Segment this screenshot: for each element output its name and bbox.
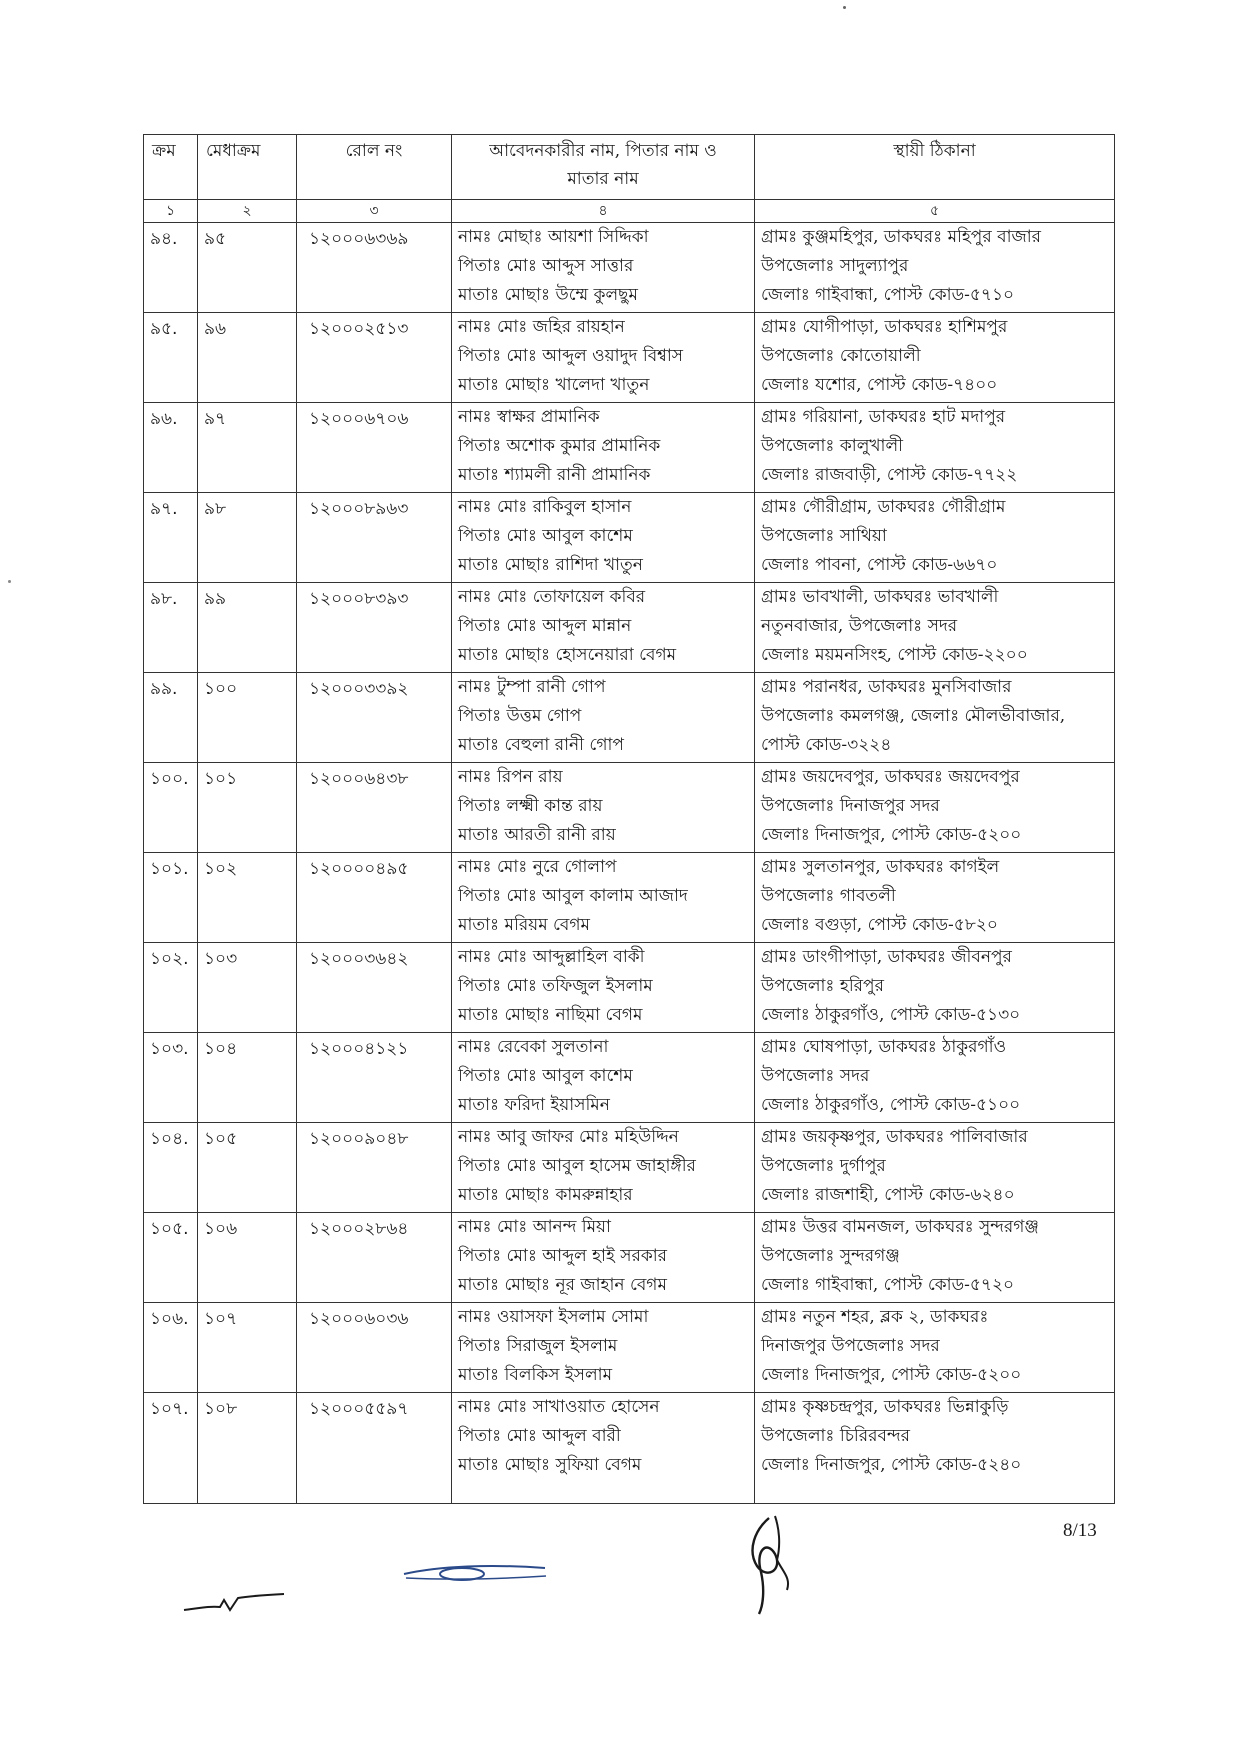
scan-speck bbox=[843, 6, 846, 9]
address-cell bbox=[755, 583, 1115, 673]
address-line: উপজেলাঃ সদর bbox=[761, 1066, 870, 1086]
serial-cell: ৯৫. bbox=[144, 313, 198, 403]
roll-cell: ১২০০০২৮৬৪ bbox=[297, 1213, 452, 1303]
address-line: গ্রামঃ ঘোষপাড়া, ডাকঘরঃ ঠাকুরগাঁও bbox=[761, 1037, 1007, 1057]
merit-cell: ১০০ bbox=[198, 673, 297, 763]
address-line: উপজেলাঃ কালুখালী bbox=[761, 436, 904, 456]
applicant-cell bbox=[452, 1123, 755, 1213]
mother-name: মাতাঃ মোছাঃ নাছিমা বেগম bbox=[458, 1005, 643, 1025]
mother-name: মাতাঃ মোছাঃ হোসনেয়ারা বেগম bbox=[458, 645, 677, 665]
roll-cell: ১২০০০৫৫৯৭ bbox=[297, 1393, 452, 1504]
column-number: ১ bbox=[144, 200, 198, 223]
address-line: গ্রামঃ যোগীপাড়া, ডাকঘরঃ হাশিমপুর bbox=[761, 317, 1008, 337]
address-line: জেলাঃ ঠাকুরগাঁও, পোস্ট কোড-৫১০০ bbox=[761, 1095, 1021, 1115]
father-name: পিতাঃ অশোক কুমার প্রামানিক bbox=[458, 436, 661, 456]
address-cell bbox=[755, 943, 1115, 1033]
address-line: উপজেলাঃ দিনাজপুর সদর bbox=[761, 796, 940, 816]
roll-cell: ১২০০০৪১২১ bbox=[297, 1033, 452, 1123]
merit-cell: ১০১ bbox=[198, 763, 297, 853]
table-header-row bbox=[144, 135, 1115, 200]
father-name: পিতাঃ উত্তম গোপ bbox=[458, 706, 582, 726]
applicant-cell bbox=[452, 583, 755, 673]
roll-cell: ১২০০০৩৩৯২ bbox=[297, 673, 452, 763]
address-line: জেলাঃ যশোর, পোস্ট কোড-৭৪০০ bbox=[761, 375, 998, 395]
address-line: গ্রামঃ গৌরীগ্রাম, ডাকঘরঃ গৌরীগ্রাম bbox=[761, 497, 1006, 517]
table-row bbox=[144, 1393, 1115, 1504]
address-line: জেলাঃ দিনাজপুর, পোস্ট কোড-৫২০০ bbox=[761, 1365, 1022, 1385]
serial-cell: ১০১. bbox=[144, 853, 198, 943]
address-line: উপজেলাঃ গাবতলী bbox=[761, 886, 896, 906]
table-row bbox=[144, 853, 1115, 943]
table-row bbox=[144, 763, 1115, 853]
mother-name: মাতাঃ বেহুলা রানী গোপ bbox=[458, 735, 624, 755]
father-name: পিতাঃ মোঃ আব্দুস সাত্তার bbox=[458, 256, 634, 276]
father-name: পিতাঃ মোঃ আব্দুল ওয়াদুদ বিশ্বাস bbox=[458, 346, 684, 366]
header-applicant bbox=[452, 135, 755, 200]
address-line: উপজেলাঃ সাদুল্যাপুর bbox=[761, 256, 909, 276]
father-name: পিতাঃ মোঃ আব্দুল বারী bbox=[458, 1426, 621, 1446]
applicant-cell bbox=[452, 943, 755, 1033]
roll-cell: ১২০০০৬৩৬৯ bbox=[297, 223, 452, 313]
address-line: গ্রামঃ ডাংগীপাড়া, ডাকঘরঃ জীবনপুর bbox=[761, 947, 1012, 967]
address-cell bbox=[755, 853, 1115, 943]
serial-cell: ৯৪. bbox=[144, 223, 198, 313]
merit-cell: ৯৬ bbox=[198, 313, 297, 403]
applicant-cell bbox=[452, 223, 755, 313]
mother-name: মাতাঃ মরিয়ম বেগম bbox=[458, 915, 590, 935]
table-row bbox=[144, 1213, 1115, 1303]
serial-cell: ৯৬. bbox=[144, 403, 198, 493]
applicant-cell bbox=[452, 763, 755, 853]
address-line: জেলাঃ রাজবাড়ী, পোস্ট কোড-৭৭২২ bbox=[761, 465, 1018, 485]
address-line: উপজেলাঃ চিরিরবন্দর bbox=[761, 1426, 910, 1446]
address-line: জেলাঃ গাইবান্ধা, পোস্ট কোড-৫৭২০ bbox=[761, 1275, 1015, 1295]
mother-name: মাতাঃ মোছাঃ রাশিদা খাতুন bbox=[458, 555, 643, 575]
column-number: ৩ bbox=[297, 200, 452, 223]
address-line: উপজেলাঃ হরিপুর bbox=[761, 976, 884, 996]
mother-name: মাতাঃ শ্যামলী রানী প্রামানিক bbox=[458, 465, 651, 485]
column-number: ৪ bbox=[452, 200, 755, 223]
column-number: ২ bbox=[198, 200, 297, 223]
merit-cell: ১০৩ bbox=[198, 943, 297, 1033]
page-number: 8/13 bbox=[1063, 1520, 1097, 1541]
serial-cell: ১০৬. bbox=[144, 1303, 198, 1393]
address-line: গ্রামঃ কুঞ্জমহিপুর, ডাকঘরঃ মহিপুর বাজার bbox=[761, 227, 1041, 247]
applicant-name: নামঃ রেবেকা সুলতানা bbox=[458, 1037, 609, 1057]
table-row bbox=[144, 1033, 1115, 1123]
address-cell bbox=[755, 403, 1115, 493]
address-line: জেলাঃ ঠাকুরগাঁও, পোস্ট কোড-৫১৩০ bbox=[761, 1005, 1021, 1025]
applicant-cell bbox=[452, 1303, 755, 1393]
applicant-name: নামঃ আবু জাফর মোঃ মহিউদ্দিন bbox=[458, 1127, 679, 1147]
father-name: পিতাঃ মোঃ আব্দুল মান্নান bbox=[458, 616, 632, 636]
roll-cell: ১২০০০৩৬৪২ bbox=[297, 943, 452, 1033]
serial-cell: ৯৮. bbox=[144, 583, 198, 673]
serial-cell: ১০২. bbox=[144, 943, 198, 1033]
roll-cell: ১২০০০৯০৪৮ bbox=[297, 1123, 452, 1213]
serial-cell: ৯৭. bbox=[144, 493, 198, 583]
address-line: জেলাঃ দিনাজপুর, পোস্ট কোড-৫২০০ bbox=[761, 825, 1022, 845]
applicant-name: নামঃ রিপন রায় bbox=[458, 767, 563, 787]
merit-list-table bbox=[143, 134, 1115, 1504]
applicant-name: নামঃ মোঃ জহির রায়হান bbox=[458, 317, 625, 337]
applicant-name: নামঃ স্বাক্ষর প্রামানিক bbox=[458, 407, 600, 427]
applicant-cell bbox=[452, 1033, 755, 1123]
table-row bbox=[144, 403, 1115, 493]
serial-cell: ১০৩. bbox=[144, 1033, 198, 1123]
mother-name: মাতাঃ বিলকিস ইসলাম bbox=[458, 1365, 613, 1385]
applicant-name: নামঃ মোঃ আনন্দ মিয়া bbox=[458, 1217, 611, 1237]
applicant-cell bbox=[452, 1393, 755, 1504]
merit-cell: ৯৭ bbox=[198, 403, 297, 493]
table-row bbox=[144, 493, 1115, 583]
address-cell bbox=[755, 1303, 1115, 1393]
address-line: জেলাঃ বগুড়া, পোস্ট কোড-৫৮২০ bbox=[761, 915, 998, 935]
applicant-name: নামঃ মোঃ নুরে গোলাপ bbox=[458, 857, 617, 877]
roll-cell: ১২০০০৬৪৩৮ bbox=[297, 763, 452, 853]
address-cell bbox=[755, 313, 1115, 403]
table-row bbox=[144, 313, 1115, 403]
serial-cell: ১০৭. bbox=[144, 1393, 198, 1504]
father-name: পিতাঃ মোঃ তফিজুল ইসলাম bbox=[458, 976, 653, 996]
address-line: গ্রামঃ কৃষ্ণচন্দ্রপুর, ডাকঘরঃ ভিন্নাকুড়ি bbox=[761, 1397, 1009, 1417]
merit-cell: ১০২ bbox=[198, 853, 297, 943]
applicant-name: নামঃ মোঃ তোফায়েল কবির bbox=[458, 587, 646, 607]
table-row bbox=[144, 1303, 1115, 1393]
father-name: পিতাঃ মোঃ আবুল হাসেম জাহাঙ্গীর bbox=[458, 1156, 696, 1176]
address-line: দিনাজপুর উপজেলাঃ সদর bbox=[761, 1336, 940, 1356]
address-line: গ্রামঃ গরিয়ানা, ডাকঘরঃ হাট মদাপুর bbox=[761, 407, 1006, 427]
header-applicant-line1: আবেদনকারীর নাম, পিতার নাম ও bbox=[489, 141, 717, 161]
address-line: উপজেলাঃ কমলগঞ্জ, জেলাঃ মৌলভীবাজার, bbox=[761, 706, 1066, 726]
address-line: নতুনবাজার, উপজেলাঃ সদর bbox=[761, 616, 958, 636]
address-cell bbox=[755, 223, 1115, 313]
address-line: জেলাঃ রাজশাহী, পোস্ট কোড-৬২৪০ bbox=[761, 1185, 1015, 1205]
roll-cell: ১২০০০৮৩৯৩ bbox=[297, 583, 452, 673]
mother-name: মাতাঃ মোছাঃ নূর জাহান বেগম bbox=[458, 1275, 667, 1295]
applicant-cell bbox=[452, 1213, 755, 1303]
header-serial: ক্রম bbox=[144, 135, 198, 200]
signature-center bbox=[400, 1554, 550, 1590]
applicant-cell bbox=[452, 673, 755, 763]
father-name: পিতাঃ মোঃ আবুল কালাম আজাদ bbox=[458, 886, 688, 906]
merit-cell: ৯৮ bbox=[198, 493, 297, 583]
address-line: গ্রামঃ ভাবখালী, ডাকঘরঃ ভাবখালী bbox=[761, 587, 999, 607]
merit-cell: ১০৮ bbox=[198, 1393, 297, 1504]
applicant-name: নামঃ মোঃ আব্দুল্লাহিল বাকী bbox=[458, 947, 645, 967]
signature-right bbox=[735, 1510, 805, 1620]
mother-name: মাতাঃ মোছাঃ সুফিয়া বেগম bbox=[458, 1455, 642, 1475]
signature-left bbox=[180, 1580, 290, 1620]
table-row bbox=[144, 943, 1115, 1033]
address-line: উপজেলাঃ কোতোয়ালী bbox=[761, 346, 921, 366]
address-line: জেলাঃ গাইবান্ধা, পোস্ট কোড-৫৭১০ bbox=[761, 285, 1015, 305]
roll-cell: ১২০০০০৪৯৫ bbox=[297, 853, 452, 943]
applicant-cell bbox=[452, 403, 755, 493]
header-merit: মেধাক্রম bbox=[198, 135, 297, 200]
address-line: গ্রামঃ পরানধর, ডাকঘরঃ মুনসিবাজার bbox=[761, 677, 1012, 697]
table-row bbox=[144, 1123, 1115, 1213]
address-line: উপজেলাঃ দুর্গাপুর bbox=[761, 1156, 886, 1176]
applicant-name: নামঃ মোঃ সাখাওয়াত হোসেন bbox=[458, 1397, 660, 1417]
applicant-name: নামঃ ওয়াসফা ইসলাম সোমা bbox=[458, 1307, 649, 1327]
address-cell bbox=[755, 673, 1115, 763]
applicant-name: নামঃ টুম্পা রানী গোপ bbox=[458, 677, 606, 697]
table-row bbox=[144, 223, 1115, 313]
serial-cell: ১০০. bbox=[144, 763, 198, 853]
column-number: ৫ bbox=[755, 200, 1115, 223]
address-cell bbox=[755, 763, 1115, 853]
address-cell bbox=[755, 1393, 1115, 1504]
applicant-cell bbox=[452, 493, 755, 583]
father-name: পিতাঃ সিরাজুল ইসলাম bbox=[458, 1336, 618, 1356]
address-cell bbox=[755, 1213, 1115, 1303]
father-name: পিতাঃ মোঃ আব্দুল হাই সরকার bbox=[458, 1246, 667, 1266]
mother-name: মাতাঃ মোছাঃ খালেদা খাতুন bbox=[458, 375, 650, 395]
roll-cell: ১২০০০২৫১৩ bbox=[297, 313, 452, 403]
serial-cell: ৯৯. bbox=[144, 673, 198, 763]
merit-cell: ১০৫ bbox=[198, 1123, 297, 1213]
roll-cell: ১২০০০৬০৩৬ bbox=[297, 1303, 452, 1393]
merit-cell: ১০৪ bbox=[198, 1033, 297, 1123]
address-line: গ্রামঃ সুলতানপুর, ডাকঘরঃ কাগইল bbox=[761, 857, 1000, 877]
merit-cell: ৯৯ bbox=[198, 583, 297, 673]
table-row bbox=[144, 583, 1115, 673]
header-roll: রোল নং bbox=[297, 135, 452, 200]
mother-name: মাতাঃ আরতী রানী রায় bbox=[458, 825, 616, 845]
address-line: জেলাঃ দিনাজপুর, পোস্ট কোড-৫২৪০ bbox=[761, 1455, 1022, 1475]
mother-name: মাতাঃ মোছাঃ কামরুন্নাহার bbox=[458, 1185, 633, 1205]
applicant-cell bbox=[452, 853, 755, 943]
serial-cell: ১০৪. bbox=[144, 1123, 198, 1213]
table-row bbox=[144, 673, 1115, 763]
address-line: উপজেলাঃ সাথিয়া bbox=[761, 526, 887, 546]
address-line: পোস্ট কোড-৩২২৪ bbox=[761, 735, 892, 755]
header-applicant-line2: মাতার নাম bbox=[567, 169, 639, 189]
serial-cell: ১০৫. bbox=[144, 1213, 198, 1303]
address-line: উপজেলাঃ সুন্দরগঞ্জ bbox=[761, 1246, 900, 1266]
applicant-cell bbox=[452, 313, 755, 403]
mother-name: মাতাঃ ফরিদা ইয়াসমিন bbox=[458, 1095, 610, 1115]
applicant-name: নামঃ মোঃ রাকিবুল হাসান bbox=[458, 497, 632, 517]
address-cell bbox=[755, 1123, 1115, 1213]
address-line: জেলাঃ পাবনা, পোস্ট কোড-৬৬৭০ bbox=[761, 555, 998, 575]
address-cell bbox=[755, 1033, 1115, 1123]
header-address: স্থায়ী ঠিকানা bbox=[755, 135, 1115, 200]
father-name: পিতাঃ লক্ষ্মী কান্ত রায় bbox=[458, 796, 603, 816]
address-line: গ্রামঃ জয়কৃষ্ণপুর, ডাকঘরঃ পালিবাজার bbox=[761, 1127, 1028, 1147]
merit-cell: ১০৬ bbox=[198, 1213, 297, 1303]
father-name: পিতাঃ মোঃ আবুল কাশেম bbox=[458, 1066, 633, 1086]
scan-speck bbox=[8, 580, 11, 583]
address-line: গ্রামঃ উত্তর বামনজল, ডাকঘরঃ সুন্দরগঞ্জ bbox=[761, 1217, 1039, 1237]
address-line: জেলাঃ ময়মনসিংহ, পোস্ট কোড-২২০০ bbox=[761, 645, 1028, 665]
merit-cell: ৯৫ bbox=[198, 223, 297, 313]
roll-cell: ১২০০০৬৭০৬ bbox=[297, 403, 452, 493]
mother-name: মাতাঃ মোছাঃ উম্মে কুলছুম bbox=[458, 285, 638, 305]
address-cell bbox=[755, 493, 1115, 583]
applicant-name: নামঃ মোছাঃ আয়শা সিদ্দিকা bbox=[458, 227, 649, 247]
father-name: পিতাঃ মোঃ আবুল কাশেম bbox=[458, 526, 633, 546]
column-number-row bbox=[144, 200, 1115, 223]
address-line: গ্রামঃ নতুন শহর, ব্লক ২, ডাকঘরঃ bbox=[761, 1307, 989, 1327]
roll-cell: ১২০০০৮৯৬৩ bbox=[297, 493, 452, 583]
merit-cell: ১০৭ bbox=[198, 1303, 297, 1393]
address-line: গ্রামঃ জয়দেবপুর, ডাকঘরঃ জয়দেবপুর bbox=[761, 767, 1020, 787]
